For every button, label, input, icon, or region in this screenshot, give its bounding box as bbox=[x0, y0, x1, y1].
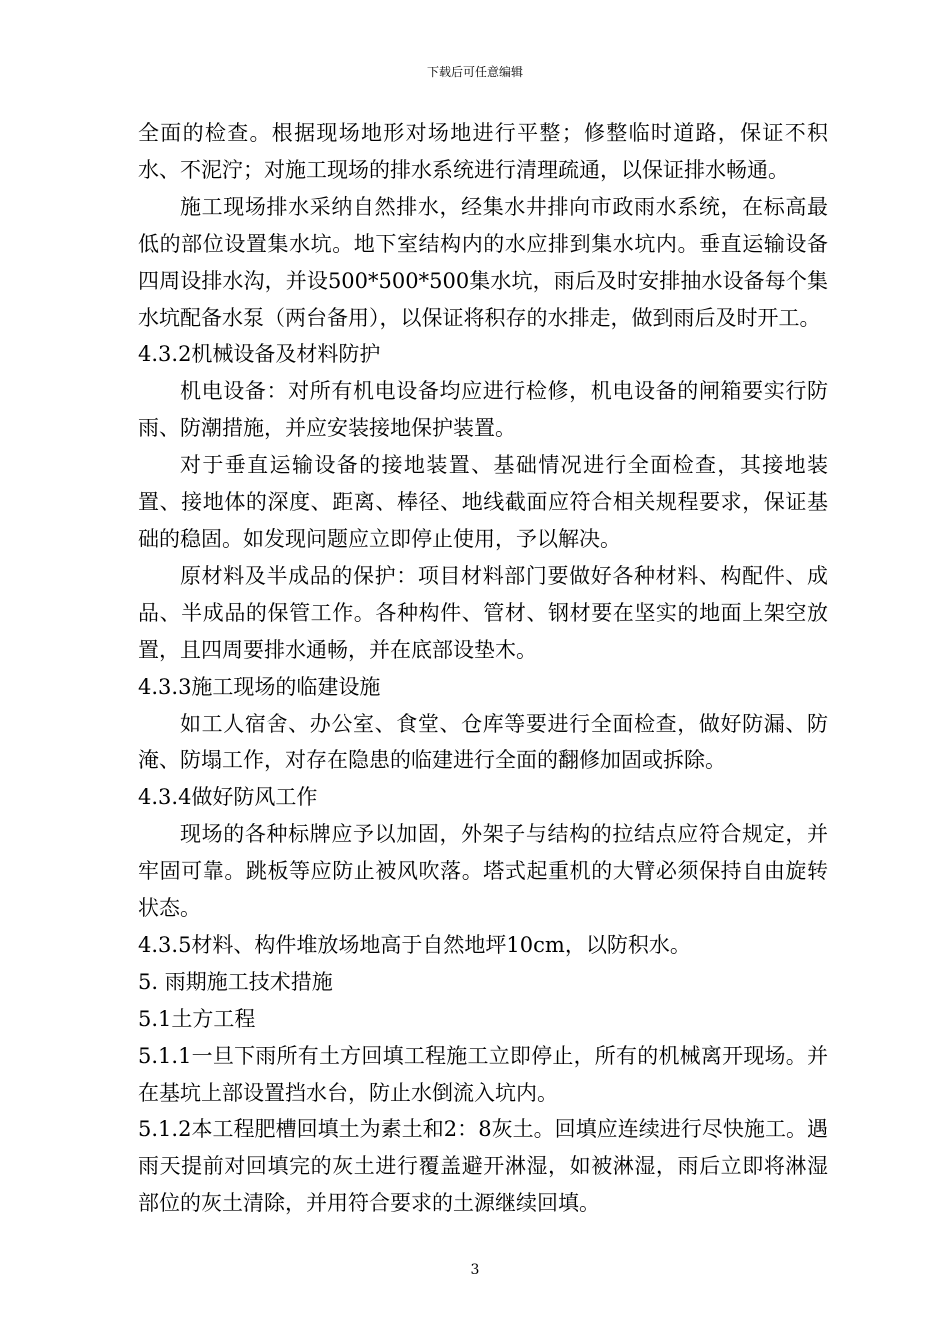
page-number: 3 bbox=[470, 1262, 480, 1278]
section-heading: 4.3.4做好防风工作 bbox=[138, 785, 318, 810]
section-heading: 5. 雨期施工技术措施 bbox=[138, 969, 333, 994]
paragraph: 现场的各种标牌应予以加固，外架子与结构的拉结点应符合规定，并牢固可靠。跳板等应防止被风吹落。塔式起重机的大臂必须保持自由旋转状态。 bbox=[138, 822, 828, 921]
page-header: 下载后可任意编辑 bbox=[426, 65, 523, 79]
paragraph: 对于垂直运输设备的接地装置、基础情况进行全面检查，其接地装置、接地体的深度、距离、棒径、地线截面应符合相关规程要求，保证基础的稳固。如发现问题应立即停止使用，予以解决。 bbox=[138, 453, 828, 551]
paragraph: 机电设备：对所有机电设备均应进行检修，机电设备的闸箱要实行防雨、防潮措施，并应安装接地保护装置。 bbox=[138, 379, 828, 441]
paragraph: 5.1.2本工程肥槽回填土为素土和2：8灰土。回填应连续进行尽快施工。遇雨天提前对回填完的灰土进行覆盖避开淋湿，如被淋湿，雨后立即将淋湿部位的灰土清除，并用符合要求的土源继续回填。 bbox=[138, 1117, 828, 1216]
paragraph: 5.1.1一旦下雨所有土方回填工程施工立即停止，所有的机械离开现场。并在基坑上部设置挡水台，防止水倒流入坑内。 bbox=[138, 1043, 828, 1105]
paragraph: 施工现场排水采纳自然排水，经集水井排向市政雨水系统，在标高最低的部位设置集水坑。地下室结构内的水应排到集水坑内。垂直运输设备四周设排水沟，并设500*500*500集水坑，雨后及时安排抽水设备每个集水坑配备水泵（两台备用），以保证将积存的水排走，做到雨后及时开工。 bbox=[138, 194, 828, 330]
section-heading: 5.1土方工程 bbox=[138, 1006, 256, 1031]
section-heading: 4.3.3施工现场的临建设施 bbox=[138, 674, 381, 699]
document-body bbox=[138, 115, 828, 1222]
paragraph: 原材料及半成品的保护：项目材料部门要做好各种材料、构配件、成品、半成品的保管工作。各种构件、管材、钢材要在坚实的地面上架空放置，且四周要排水通畅，并在底部设垫木。 bbox=[138, 563, 828, 662]
paragraph: 全面的检查。根据现场地形对场地进行平整；修整临时道路，保证不积水、不泥泞；对施工现场的排水系统进行清理疏通，以保证排水畅通。 bbox=[138, 121, 828, 182]
section-heading: 4.3.2机械设备及材料防护 bbox=[138, 342, 381, 367]
section-heading: 4.3.5材料、构件堆放场地高于自然地坪10cm，以防积水。 bbox=[138, 932, 691, 957]
paragraph: 如工人宿舍、办公室、食堂、仓库等要进行全面检查，做好防漏、防淹、防塌工作，对存在隐患的临建进行全面的翻修加固或拆除。 bbox=[138, 711, 828, 773]
